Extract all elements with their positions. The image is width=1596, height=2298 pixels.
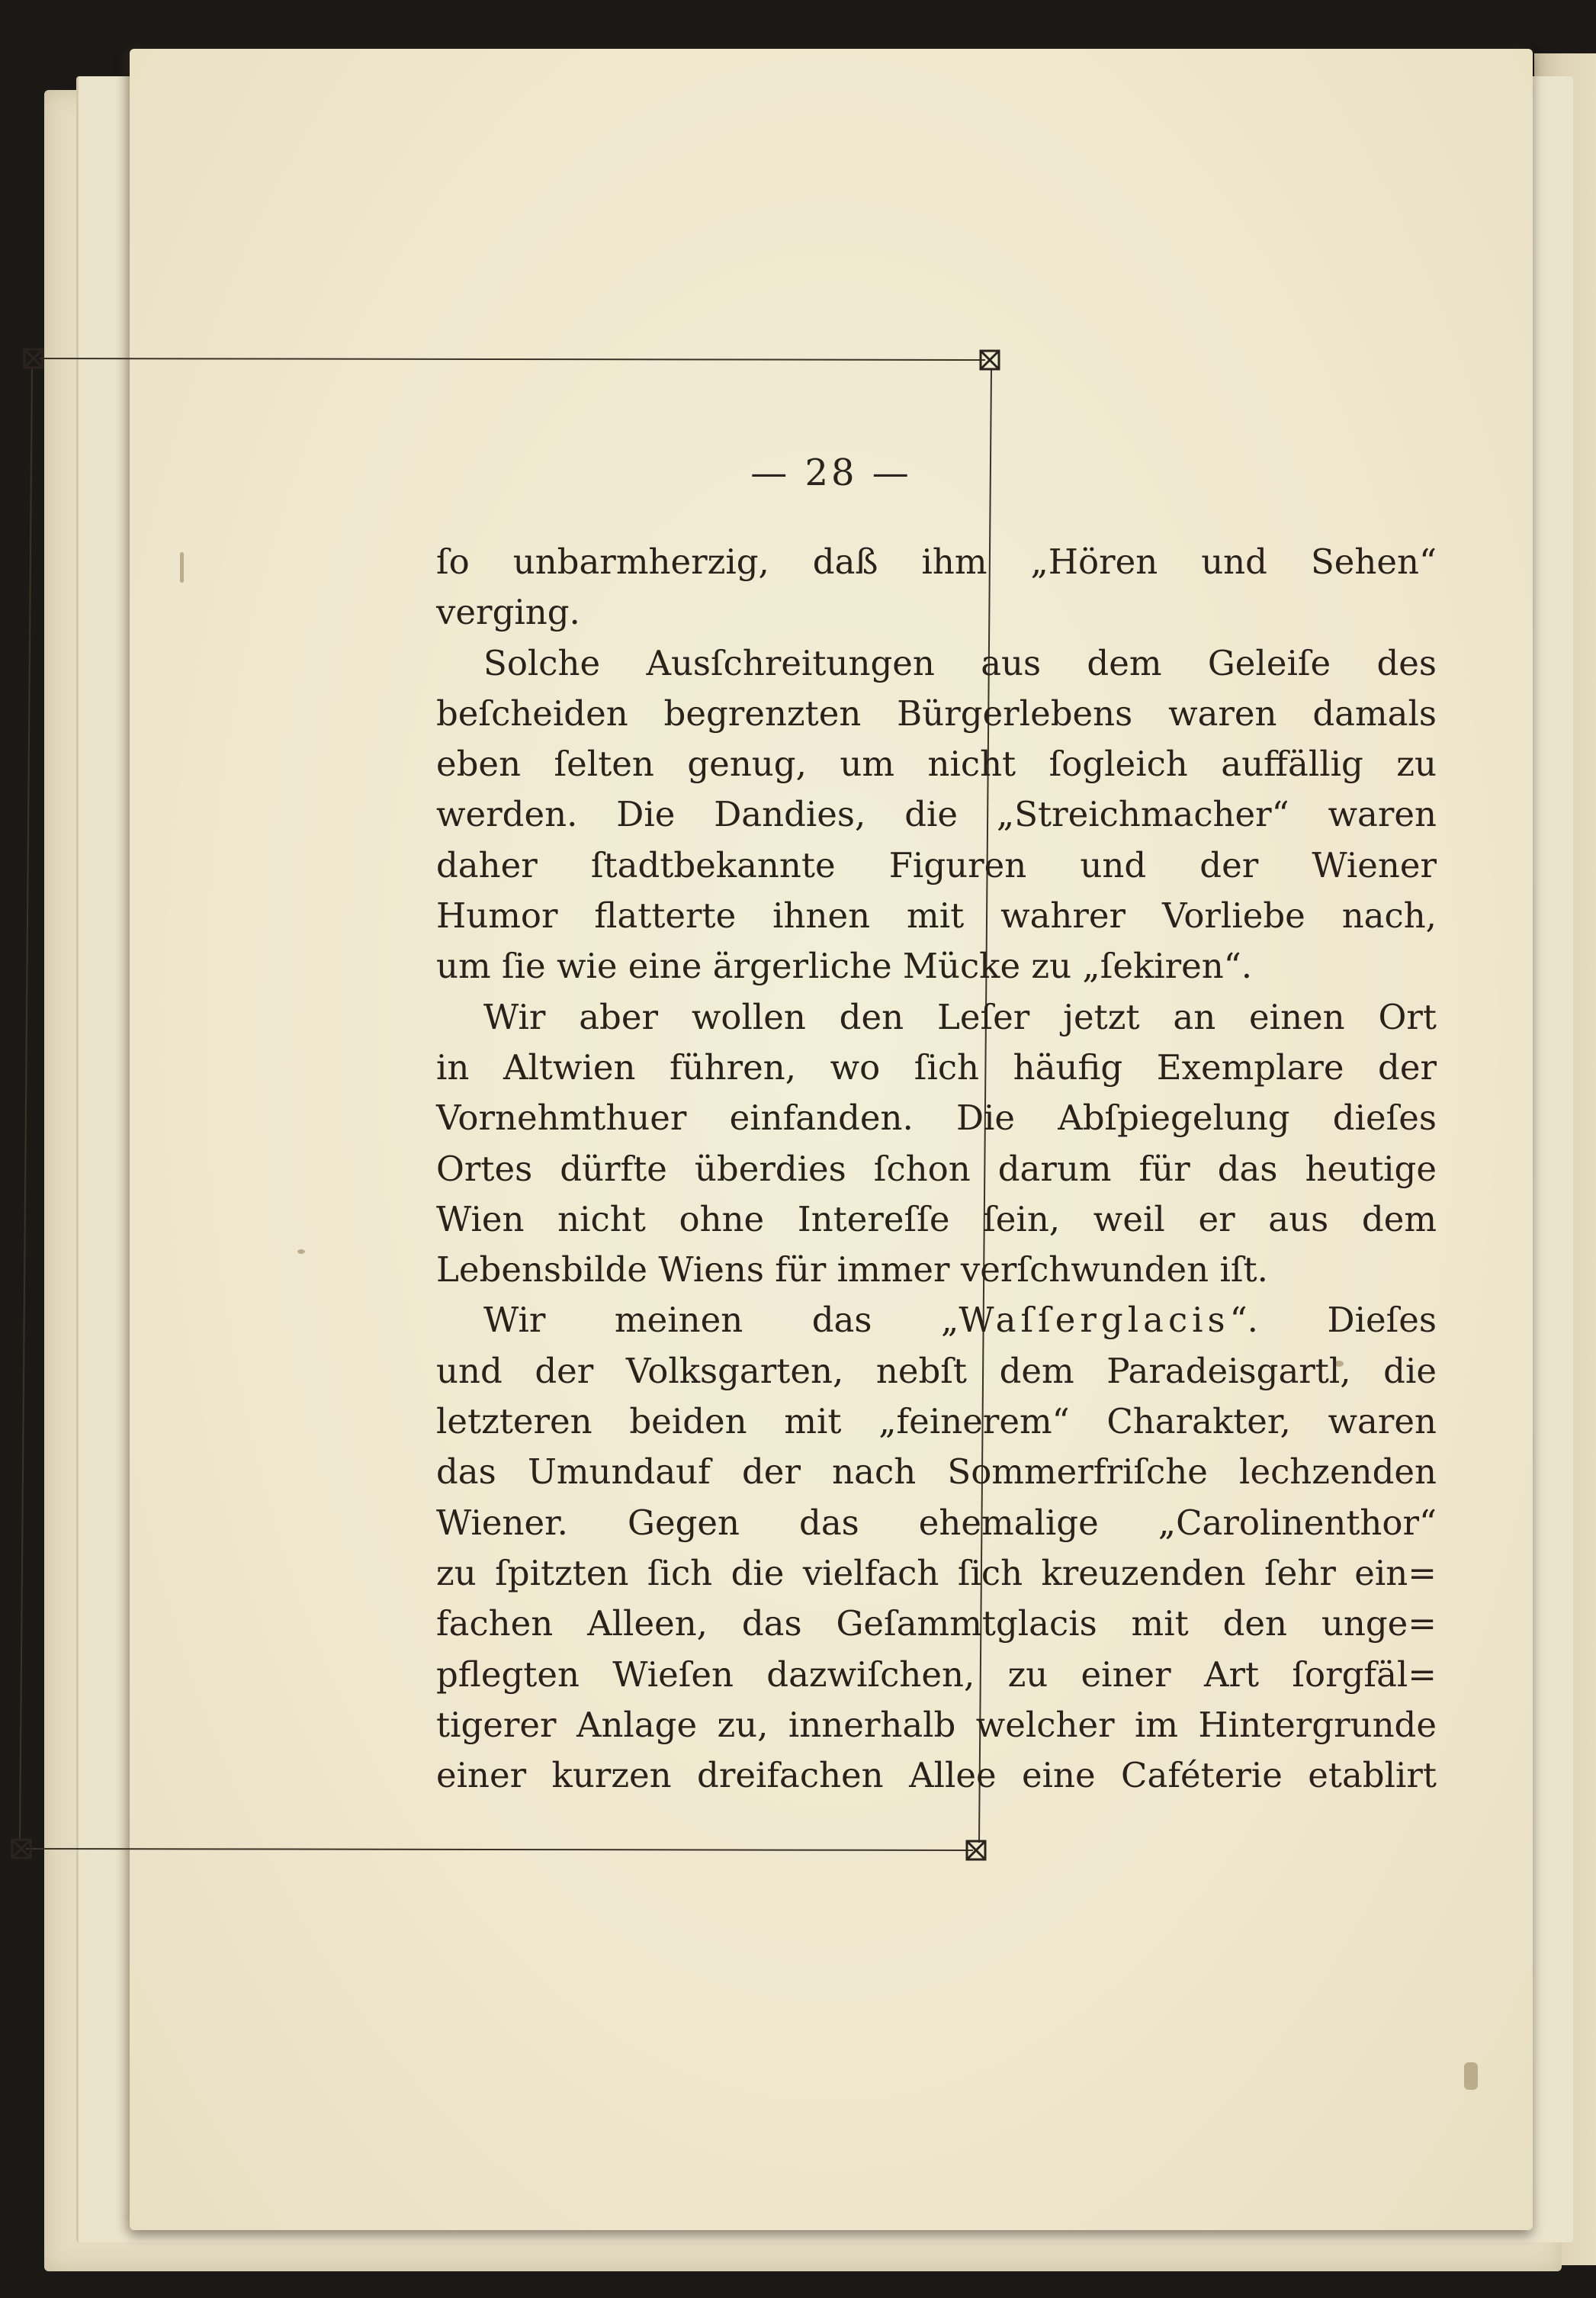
text-line: um ſie wie eine ärgerliche Mücke zu „ſekiren“. [436, 946, 1253, 987]
book-page [130, 49, 1533, 2230]
text-line: Solche Ausſchreitungen aus dem Geleiſe des [483, 642, 1437, 683]
text-line: einer kurzen dreifachen Allee eine Caféterie etablirt [436, 1755, 1437, 1796]
emphasized-term: Waſſerglacis [959, 1300, 1230, 1341]
paper-stain [1464, 2062, 1478, 2090]
text-fragment: Wir meinen das „ [483, 1300, 959, 1341]
text-line: tigerer Anlage zu, innerhalb welcher im Hintergrunde [436, 1704, 1437, 1745]
text-line: eben ſelten genug, um nicht ſogleich auffällig zu [436, 744, 1437, 785]
text-line: Ortes dürfte überdies ſchon darum für das heutige [436, 1148, 1437, 1189]
text-line: Wir aber wollen den Leſer jetzt an einen Ort [483, 996, 1437, 1037]
text-line: verging. [436, 592, 580, 633]
text-line: letzteren beiden mit „feinerem“ Charakter, waren [436, 1401, 1437, 1442]
text-line: in Altwien führen, wo ſich häufig Exemplare der [436, 1046, 1437, 1088]
text-line: zu ſpitzten ſich die vielfach ſich kreuzenden ſehr ein= [436, 1552, 1437, 1593]
text-line: Wiener. Gegen das ehemalige „Carolinenthor“ [436, 1502, 1437, 1543]
body-text [436, 537, 1437, 1801]
text-line: pflegten Wieſen dazwiſchen, zu einer Art ſorgfäl= [436, 1654, 1437, 1695]
text-line: Wien nicht ohne Intereſſe ſein, weil er aus dem [436, 1198, 1437, 1239]
text-line: ſo unbarmherzig, daß ihm „Hören und Sehen“ [436, 542, 1437, 582]
text-line: Humor flatterte ihnen mit wahrer Vorliebe nach, [436, 895, 1437, 937]
text-line: Vornehmthuer einfanden. Die Abſpiegelung dieſes [436, 1098, 1437, 1139]
text-line: daher ſtadtbekannte Figuren und der Wiener [436, 844, 1437, 885]
text-line: Lebensbilde Wiens für immer verſchwunden iſt. [436, 1249, 1268, 1290]
page-number: — 28 — [750, 452, 912, 494]
text-line: werden. Die Dandies, die „Streichmacher“ waren [436, 794, 1437, 835]
text-line: das Umundauf der nach Sommerfriſche lechzenden [436, 1451, 1437, 1493]
text-line: und der Volksgarten, nebſt dem Paradeisgartl, die [436, 1350, 1437, 1391]
text-line [436, 1295, 1437, 1345]
text-fragment: “. Dieſes [1229, 1300, 1437, 1341]
text-line: fachen Alleen, das Geſammtglacis mit den unge= [436, 1603, 1437, 1644]
text-line: beſcheiden begrenzten Bürgerlebens waren damals [436, 693, 1437, 734]
